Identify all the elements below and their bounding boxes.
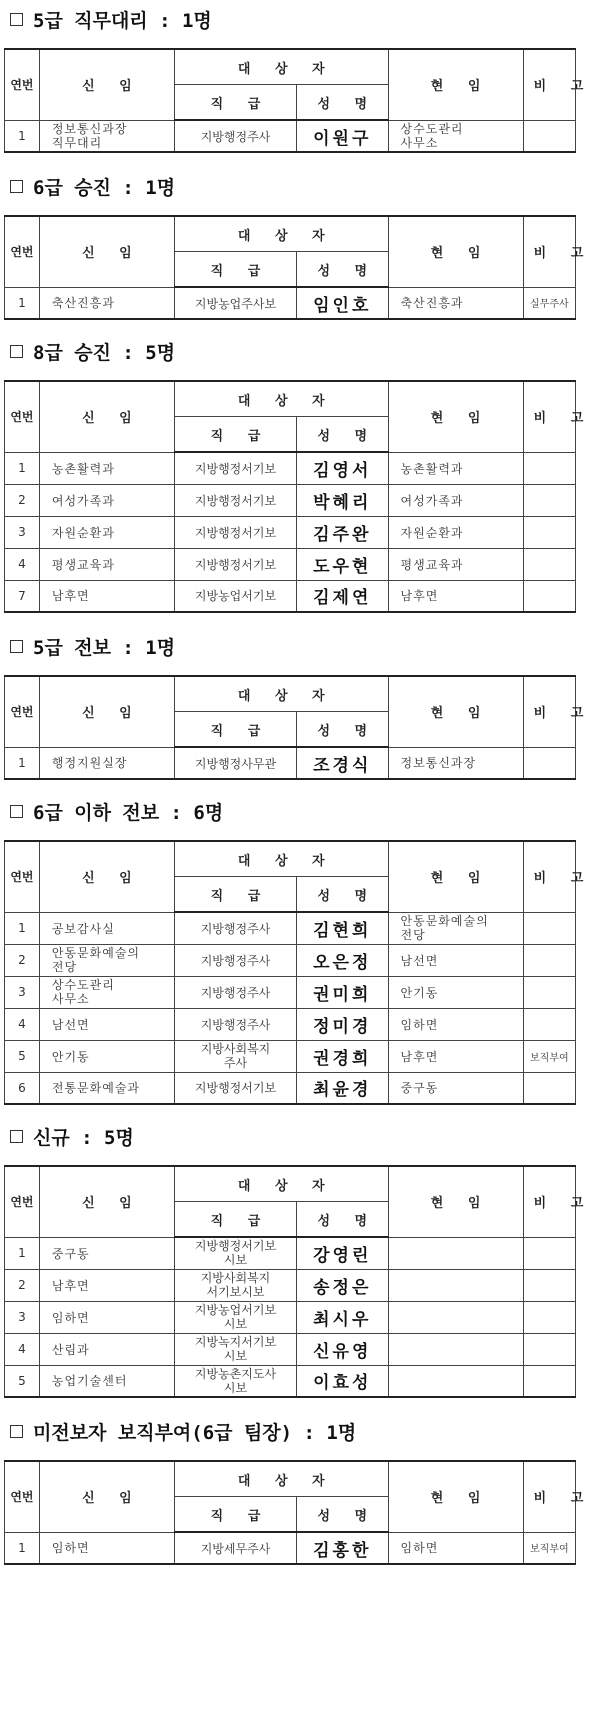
cell-line: 전당 [400, 928, 426, 942]
table-row [5, 1333, 576, 1365]
cell-no: 6 [5, 1072, 40, 1104]
cell-name: 김현희 [297, 912, 389, 944]
cell-remarks [523, 516, 575, 548]
header-current-post: 현 임 [388, 676, 523, 747]
cell-name: 송정은 [297, 1269, 389, 1301]
cell-no: 5 [5, 1365, 40, 1397]
cell-current-post: 남후면 [388, 1040, 523, 1072]
checkbox-square-icon [10, 805, 23, 818]
cell-no: 2 [5, 484, 40, 516]
table-row [5, 976, 576, 1008]
header-remarks: 비 고 [523, 1461, 575, 1532]
cell-grade: 지방행정서기보 [174, 1072, 296, 1104]
cell-name: 정미경 [297, 1008, 389, 1040]
header-target: 대 상 자 [174, 1461, 388, 1497]
cell-line: 직무대리 [51, 135, 103, 150]
cell-current-post: 중구동 [388, 1072, 523, 1104]
cell-new-post: 남후면 [39, 1269, 174, 1301]
table-row [5, 1237, 576, 1269]
table-row [5, 120, 576, 152]
header-grade: 직 급 [174, 252, 296, 288]
table-row [5, 912, 576, 944]
header-name: 성 명 [297, 252, 389, 288]
cell-current-post: 임하면 [388, 1532, 523, 1564]
cell-remarks: 보직부여 [523, 1532, 575, 1564]
cell-new-post [39, 120, 174, 152]
cell-current-post: 정보통신과장 [388, 747, 523, 779]
cell-grade: 지방농업서기보 [174, 580, 296, 612]
section-title [10, 175, 175, 201]
cell-name: 박혜리 [297, 484, 389, 516]
section-title-text: 6급 승진 : 1명 [33, 177, 176, 199]
cell-no: 4 [5, 1008, 40, 1040]
cell-current-post: 자원순환과 [388, 516, 523, 548]
checkbox-square-icon [10, 1130, 23, 1143]
header-no: 연번 [5, 216, 40, 287]
roster-table [4, 215, 593, 320]
cell-name: 최시우 [297, 1301, 389, 1333]
cell-grade: 지방행정주사 [174, 1008, 296, 1040]
cell-grade: 지방행정서기보 [174, 516, 296, 548]
header-current-post: 현 임 [388, 1461, 523, 1532]
cell-name: 도우현 [297, 548, 389, 580]
cell-grade: 지방세무주사 [174, 1532, 296, 1564]
cell-no: 4 [5, 548, 40, 580]
cell-new-post: 임하면 [39, 1532, 174, 1564]
cell-no: 2 [5, 1269, 40, 1301]
cell-new-post [39, 976, 174, 1008]
table-row [5, 287, 576, 319]
cell-current-post: 축산진흥과 [388, 287, 523, 319]
header-no: 연번 [5, 676, 40, 747]
table-row [5, 1008, 576, 1040]
header-new-post: 신 임 [39, 49, 174, 120]
header-new-post: 신 임 [39, 1166, 174, 1237]
cell-line: 지방사회복지 [200, 1271, 271, 1285]
header-no: 연번 [5, 1461, 40, 1532]
cell-new-post: 농촌활력과 [39, 452, 174, 484]
cell-no: 1 [5, 912, 40, 944]
cell-new-post: 축산진흥과 [39, 287, 174, 319]
header-target: 대 상 자 [174, 1166, 388, 1202]
header-remarks: 비 고 [523, 49, 575, 120]
cell-grade [174, 1237, 296, 1269]
cell-grade: 지방행정서기보 [174, 548, 296, 580]
cell-name: 권경희 [297, 1040, 389, 1072]
cell-name: 최윤경 [297, 1072, 389, 1104]
cell-no: 2 [5, 944, 40, 976]
cell-name: 조경식 [297, 747, 389, 779]
header-name: 성 명 [297, 417, 389, 453]
cell-current-post: 남후면 [388, 580, 523, 612]
cell-no: 5 [5, 1040, 40, 1072]
header-grade: 직 급 [174, 85, 296, 121]
cell-line: 지방사회복지 [200, 1042, 271, 1056]
cell-line: 시보 [223, 1317, 248, 1331]
cell-name: 이효성 [297, 1365, 389, 1397]
cell-line: 전당 [51, 960, 78, 974]
header-name: 성 명 [297, 712, 389, 748]
table-row [5, 484, 576, 516]
header-name: 성 명 [297, 1202, 389, 1238]
cell-line: 시보 [223, 1349, 248, 1363]
cell-no: 1 [5, 747, 40, 779]
cell-remarks [523, 548, 575, 580]
header-name: 성 명 [297, 1497, 389, 1533]
cell-line: 안동문화예술의 [400, 914, 489, 928]
cell-new-post: 전통문화예술과 [39, 1072, 174, 1104]
header-remarks: 비 고 [523, 1166, 575, 1237]
cell-remarks [523, 484, 575, 516]
cell-current-post [388, 1237, 523, 1269]
cell-name: 김주완 [297, 516, 389, 548]
cell-line: 상수도관리 [51, 978, 115, 992]
header-name: 성 명 [297, 877, 389, 913]
cell-name: 김영서 [297, 452, 389, 484]
cell-no: 7 [5, 580, 40, 612]
cell-remarks [523, 580, 575, 612]
cell-name: 김홍한 [297, 1532, 389, 1564]
cell-new-post: 평생교육과 [39, 548, 174, 580]
section-title-text: 5급 전보 : 1명 [33, 637, 176, 659]
section-title [10, 340, 175, 366]
header-new-post: 신 임 [39, 841, 174, 912]
cell-line: 사무소 [400, 135, 439, 150]
cell-grade: 지방행정주사 [174, 120, 296, 152]
cell-no: 1 [5, 452, 40, 484]
section-title [10, 635, 175, 661]
cell-name: 신유영 [297, 1333, 389, 1365]
header-no: 연번 [5, 841, 40, 912]
cell-name: 이원구 [297, 120, 389, 152]
roster-table [4, 48, 593, 153]
cell-line: 상수도관리 [400, 121, 464, 136]
cell-no: 1 [5, 120, 40, 152]
cell-name: 오은정 [297, 944, 389, 976]
table-row [5, 1301, 576, 1333]
section-title [10, 1420, 356, 1446]
cell-name: 김제연 [297, 580, 389, 612]
cell-no: 3 [5, 976, 40, 1008]
header-current-post: 현 임 [388, 49, 523, 120]
header-target: 대 상 자 [174, 841, 388, 877]
cell-line: 서기보시보 [206, 1285, 265, 1299]
cell-new-post: 남선면 [39, 1008, 174, 1040]
cell-current-post [388, 1333, 523, 1365]
header-new-post: 신 임 [39, 676, 174, 747]
header-current-post: 현 임 [388, 1166, 523, 1237]
roster-table [4, 1165, 593, 1398]
checkbox-square-icon [10, 180, 23, 193]
cell-grade: 지방행정주사 [174, 944, 296, 976]
cell-line: 정보통신과장 [51, 121, 128, 136]
cell-current-post: 남선면 [388, 944, 523, 976]
header-grade: 직 급 [174, 417, 296, 453]
section-title-text: 6급 이하 전보 : 6명 [33, 802, 224, 824]
cell-new-post: 중구동 [39, 1237, 174, 1269]
cell-line: 사무소 [51, 992, 90, 1006]
cell-no: 1 [5, 287, 40, 319]
cell-remarks [523, 1333, 575, 1365]
header-target: 대 상 자 [174, 676, 388, 712]
cell-current-post [388, 120, 523, 152]
cell-current-post: 여성가족과 [388, 484, 523, 516]
section-title-text: 신규 : 5명 [33, 1127, 134, 1149]
cell-new-post: 행정지원실장 [39, 747, 174, 779]
header-no: 연번 [5, 49, 40, 120]
header-target: 대 상 자 [174, 381, 388, 417]
cell-remarks [523, 1365, 575, 1397]
cell-remarks [523, 1269, 575, 1301]
cell-remarks [523, 120, 575, 152]
cell-remarks [523, 912, 575, 944]
header-grade: 직 급 [174, 877, 296, 913]
section-title [10, 8, 212, 34]
cell-new-post: 농업기술센터 [39, 1365, 174, 1397]
header-no: 연번 [5, 381, 40, 452]
roster-table [4, 380, 593, 613]
cell-grade [174, 1301, 296, 1333]
cell-grade [174, 1269, 296, 1301]
cell-remarks [523, 1237, 575, 1269]
table-row [5, 580, 576, 612]
table-row [5, 452, 576, 484]
header-target: 대 상 자 [174, 49, 388, 85]
cell-grade: 지방행정서기보 [174, 452, 296, 484]
checkbox-square-icon [10, 640, 23, 653]
cell-grade [174, 1365, 296, 1397]
cell-current-post: 안기동 [388, 976, 523, 1008]
cell-new-post: 안기동 [39, 1040, 174, 1072]
cell-new-post: 공보감사실 [39, 912, 174, 944]
cell-remarks [523, 944, 575, 976]
cell-current-post [388, 912, 523, 944]
table-row [5, 1532, 576, 1564]
header-no: 연번 [5, 1166, 40, 1237]
cell-name: 임인호 [297, 287, 389, 319]
cell-remarks [523, 1072, 575, 1104]
cell-name: 권미희 [297, 976, 389, 1008]
header-current-post: 현 임 [388, 216, 523, 287]
cell-line: 주사 [223, 1056, 248, 1070]
checkbox-square-icon [10, 1425, 23, 1438]
header-new-post: 신 임 [39, 381, 174, 452]
cell-line: 시보 [223, 1380, 248, 1395]
roster-table [4, 840, 593, 1105]
cell-no: 1 [5, 1237, 40, 1269]
cell-new-post: 자원순환과 [39, 516, 174, 548]
section-title [10, 1125, 134, 1151]
table-row [5, 944, 576, 976]
cell-current-post [388, 1301, 523, 1333]
cell-remarks [523, 1301, 575, 1333]
table-row [5, 1040, 576, 1072]
cell-line: 안동문화예술의 [51, 946, 141, 960]
cell-current-post: 농촌활력과 [388, 452, 523, 484]
table-row [5, 1269, 576, 1301]
cell-new-post: 산림과 [39, 1333, 174, 1365]
table-row [5, 1072, 576, 1104]
section-title-text: 미전보자 보직부여(6급 팀장) : 1명 [33, 1422, 357, 1444]
roster-table [4, 675, 593, 780]
header-new-post: 신 임 [39, 1461, 174, 1532]
cell-remarks [523, 747, 575, 779]
section-title-text: 8급 승진 : 5명 [33, 342, 176, 364]
cell-grade [174, 1040, 296, 1072]
header-new-post: 신 임 [39, 216, 174, 287]
cell-current-post [388, 1269, 523, 1301]
cell-remarks: 보직부여 [523, 1040, 575, 1072]
table-row [5, 516, 576, 548]
header-current-post: 현 임 [388, 381, 523, 452]
section-title [10, 800, 223, 826]
cell-no: 1 [5, 1532, 40, 1564]
cell-grade: 지방행정사무관 [174, 747, 296, 779]
header-grade: 직 급 [174, 1202, 296, 1238]
table-row [5, 747, 576, 779]
checkbox-square-icon [10, 13, 23, 26]
cell-remarks [523, 976, 575, 1008]
header-remarks: 비 고 [523, 381, 575, 452]
cell-grade [174, 1333, 296, 1365]
cell-current-post [388, 1365, 523, 1397]
cell-current-post: 평생교육과 [388, 548, 523, 580]
cell-new-post: 남후면 [39, 580, 174, 612]
cell-grade: 지방행정서기보 [174, 484, 296, 516]
header-remarks: 비 고 [523, 676, 575, 747]
table-row [5, 1365, 576, 1397]
section-title-text: 5급 직무대리 : 1명 [33, 10, 212, 32]
cell-remarks: 실무주사 [523, 287, 575, 319]
cell-line: 지방농업서기보 [194, 1303, 277, 1317]
cell-grade: 지방행정주사 [174, 912, 296, 944]
cell-line: 지방농촌지도사 [194, 1366, 277, 1381]
roster-table [4, 1460, 593, 1565]
header-grade: 직 급 [174, 712, 296, 748]
cell-no: 3 [5, 516, 40, 548]
cell-new-post: 임하면 [39, 1301, 174, 1333]
cell-line: 지방녹지서기보 [194, 1335, 277, 1349]
cell-new-post: 여성가족과 [39, 484, 174, 516]
header-current-post: 현 임 [388, 841, 523, 912]
header-grade: 직 급 [174, 1497, 296, 1533]
table-row [5, 548, 576, 580]
header-name: 성 명 [297, 85, 389, 121]
cell-line: 지방행정서기보 [194, 1239, 277, 1254]
cell-no: 4 [5, 1333, 40, 1365]
header-remarks: 비 고 [523, 841, 575, 912]
header-remarks: 비 고 [523, 216, 575, 287]
cell-grade: 지방농업주사보 [174, 287, 296, 319]
cell-remarks [523, 1008, 575, 1040]
cell-current-post: 임하면 [388, 1008, 523, 1040]
cell-grade: 지방행정주사 [174, 976, 296, 1008]
cell-no: 3 [5, 1301, 40, 1333]
checkbox-square-icon [10, 345, 23, 358]
cell-new-post [39, 944, 174, 976]
cell-name: 강영린 [297, 1237, 389, 1269]
header-target: 대 상 자 [174, 216, 388, 252]
cell-line: 시보 [223, 1253, 248, 1268]
cell-remarks [523, 452, 575, 484]
